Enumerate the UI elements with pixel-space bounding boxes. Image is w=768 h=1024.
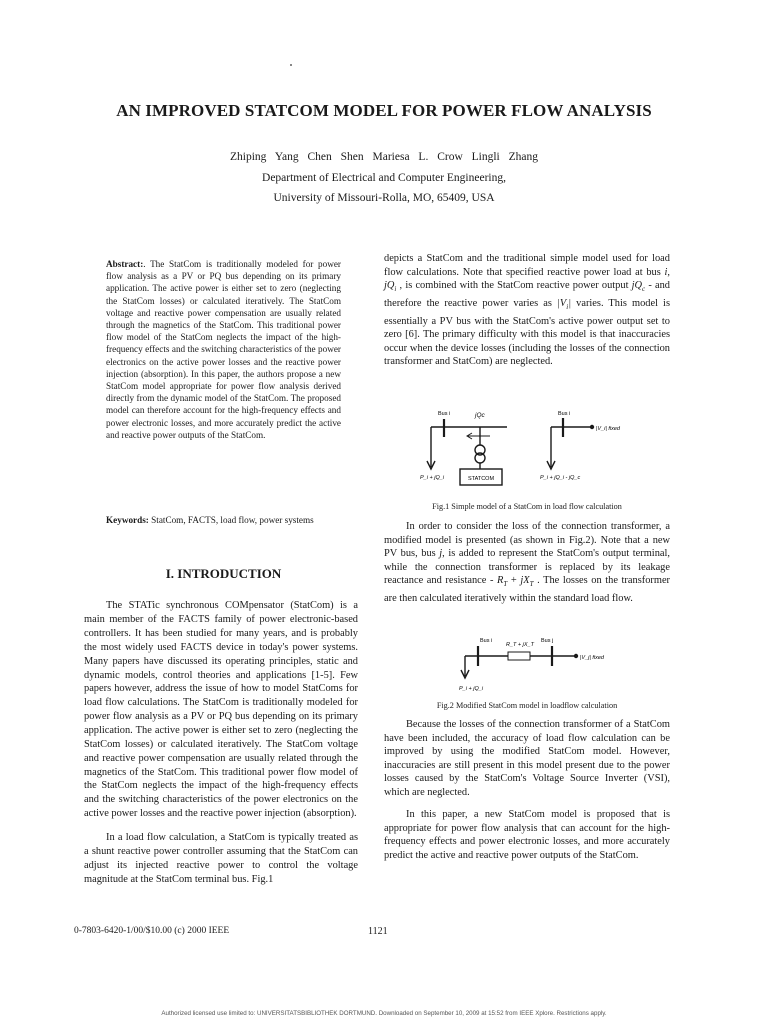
math-jxt: $jX_T$ [520, 575, 534, 589]
fig1-label-jqc: jQc [475, 412, 485, 419]
fig2-label-impedance: R_T + jX_T [506, 642, 534, 648]
fig2-label-load: P_i + jQ_i [459, 686, 483, 692]
text-run: , [667, 266, 670, 278]
fig1-label-statcom: STATCOM [467, 476, 495, 482]
fig2-label-vj-fixed: |V_j| fixed [580, 655, 604, 661]
math-jqc: $jQ_c$ [631, 280, 646, 294]
fig2-label-bus-i: Bus i [480, 638, 493, 644]
math-vi: $|V_i|$ [557, 297, 572, 311]
text-run: depicts a StatCom and the traditional simple model used for load flow calculations. Note that specified reactive power load at bus [384, 253, 670, 278]
text-run: . The losses on the transformer are then calculated iteratively within the standard load flow. [384, 575, 671, 605]
text-run: , is added to represent the StatCom's output terminal, while the connection transformer is replaced by its leakage reactance and resistance - [384, 548, 670, 587]
math-jqi: $jQ_i$ [384, 280, 397, 294]
abstract-label: Abstract: [106, 259, 144, 269]
right-paragraph-3: Because the losses of the connection transformer of a StatCom have been included, the accuracy of load flow calculation can be improved by using the modified StatCom model. However, inaccuracies are still present in this model present due to the power losses caused by the StatCom's Voltage Source Inverter (VSI), which are neglected. [384, 719, 670, 798]
right-paragraph-2 [384, 520, 670, 606]
text-run: In order to consider the loss of the connection transformer, a modified model is presented (as shown in Fig.2). Note that a new PV bus, bus [384, 521, 670, 560]
introduction-body [84, 589, 358, 897]
text-run: , is combined with the StatCom reactive power output [396, 280, 632, 292]
fig2-label-bus-j: Bus j [541, 638, 554, 644]
fig1-label-vi-fixed: |V_i| fixed [596, 426, 620, 432]
text-run: + [507, 575, 521, 587]
keywords-text: StatCom, FACTS, load flow, power systems [148, 515, 314, 525]
right-paragraph-1 [384, 252, 670, 369]
license-notice: Authorized licensed use limited to: UNIVERSITATSBIBLIOTHEK DORTMUND. Downloaded on September 10, 2009 at 15:52 from IEEE Xplore. Restrictions apply. [161, 1010, 607, 1017]
figure-2-caption: Fig.2 Modified StatCom model in loadflow calculation [436, 701, 618, 710]
figure-1-caption: Fig.1 Simple model of a StatCom in load flow calculation [432, 502, 622, 511]
fig2-impedance-box [508, 652, 530, 660]
figure-1-diagram [410, 405, 650, 500]
intro-paragraph-1: The STATic synchronous COMpensator (StatCom) is a main member of the FACTS family of power electronic-based controllers. It has been studied for many years, and is probably the most widely used FACTS device in today's power systems. Many papers have discussed its operating principles, static and dynamic models, control theories and applications [1-5]. Few papers however, address the issue of how to model StatComs for load flow calculations. The StatCom is traditionally modeled for power flow analysis as a PV or PQ bus depending on its primary application. The active power is either set to zero (neglecting the StatCom losses) or calculated iteratively. The StatCom voltage and reactive power compensation are usually related through the magnetics of the StatCom. This traditional power flow model of the StatCom neglects the impact of the high-frequency effects and the switching characteristics of the power electronics on the active power losses and the reactive power injection (absorption). [84, 600, 358, 820]
keywords [106, 514, 341, 526]
affiliation-university: University of Missouri-Rolla, MO, 65409, USA [273, 192, 495, 204]
math-bus-i: i [664, 266, 668, 278]
keywords-label: Keywords: [106, 515, 149, 525]
page-number: 1121 [368, 926, 388, 937]
fig1-generator-node [590, 425, 594, 429]
right-paragraph-4: In this paper, a new StatCom model is proposed that is appropriate for power flow analysis that can account for the high-frequency effects and power electronic losses, and more accurately predict the active and reactive power outputs of the StatCom. [384, 809, 670, 861]
abstract-text: . The StatCom is traditionally modeled for power flow analysis as a PV or PQ bus depending on its primary application. The active power is either set to zero (neglecting the StatCom losses) or calculated iteratively. The StatCom voltage and reactive power compensation are usually related through the magnetics of the StatCom. This traditional power flow model of the StatCom neglects the impact of the high-frequency effects and the switching characteristics of the power electronics on the active power losses and the reactive power injection (absorption). In this paper, the authors propose a new StatCom model appropriate for power flow analysis derived directly from the dynamic model of the StatCom. The proposed model can therefore account for the high-frequency effects and power electronic losses, and more accurately predict the active and reactive power outputs of the StatCom. [106, 259, 341, 440]
math-bus-j: j [439, 548, 443, 560]
author-list: Zhiping Yang Chen Shen Mariesa L. Crow Lingli Zhang [229, 151, 538, 163]
fig1-label-bus-i-left: Bus i [438, 411, 451, 417]
fig1-label-bus-i-right: Bus i [558, 411, 571, 417]
fig1-label-load-left: P_i + jQ_i [420, 475, 444, 481]
fig2-generator-node [574, 654, 578, 658]
abstract [106, 258, 341, 441]
scan-speck [290, 64, 292, 66]
intro-paragraph-2: In a load flow calculation, a StatCom is typically treated as a shunt reactive power controller assuming that the StatCom can adjust its injected reactive power to control the voltage magnitude at the StatCom terminal bus. Fig.1 [84, 832, 358, 885]
affiliation-department: Department of Electrical and Computer Engineering, [262, 172, 506, 184]
footer-copyright: 0-7803-6420-1/00/$10.00 (c) 2000 IEEE [74, 926, 230, 936]
figure-2-diagram [440, 632, 640, 700]
math-rt: $R_T$ [497, 575, 508, 589]
paper-title: AN IMPROVED STATCOM MODEL FOR POWER FLOW ANALYSIS [116, 101, 652, 120]
text-run: varies. This model is essentially a PV bus with the StatCom's active power output set to zero [6]. The primary difficulty with this model is that inaccuracies occur when the device losses (including the losses of the connection transformer and StatCom) are neglected. [384, 297, 670, 368]
fig1-label-load-right: P_i + jQ_i - jQ_c [540, 475, 581, 481]
text-run: - and therefore the reactive power varies as [384, 280, 670, 309]
section-heading-introduction: I. INTRODUCTION [165, 566, 282, 581]
